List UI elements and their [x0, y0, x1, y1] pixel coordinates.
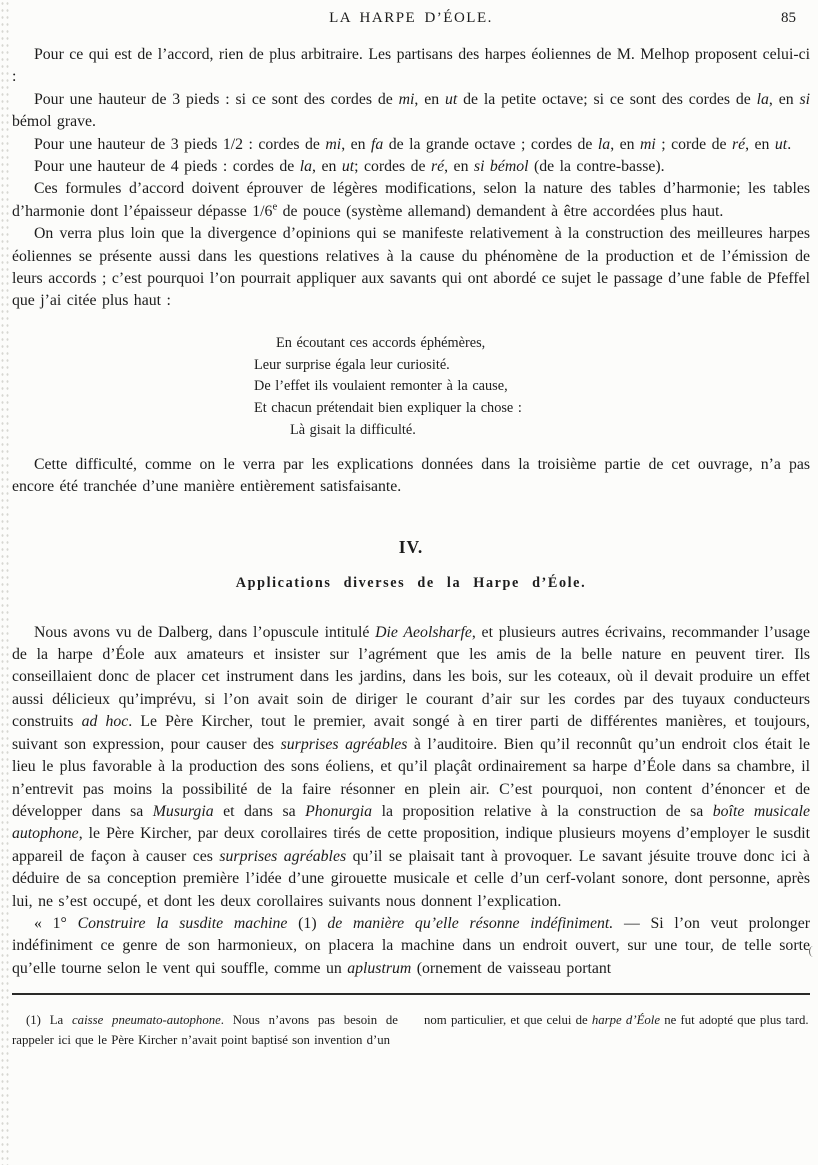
- section-title: Applications diverses de la Harpe d’Éole.: [235, 574, 587, 591]
- footnote-left-column: (1) La caisse pneumato-autophone. Nous n’avons pas besoin de rappeler ici que le Père Kircher n’avait point baptisé son invention d’un: [12, 1013, 398, 1048]
- footnote-rule: [12, 993, 810, 995]
- footnote-right-column: nom particulier, et que celui de harpe d’Éole ne fut adopté que plus tard.: [424, 1013, 809, 1028]
- paragraph-difficulte: Cette difficulté, comme on le verra par les explications données dans la troisième partie de cet ouvrage, n’a pas encore été tranchée d’une manière entièrement satisfaisante.: [12, 455, 810, 496]
- verse-line: En écoutant ces accords éphémères,: [276, 334, 486, 351]
- running-header: [12, 10, 810, 30]
- paragraph-applications: Nous avons vu de Dalberg, dans l’opuscule intitulé Die Aeolsharfe, et plusieurs autres écrivains, recommander l’usage de la harpe d’Éole aux amateurs et insister sur l’agrément que les amis de la belle nature en peuvent tirer. Ils conseillaient donc de placer cet instrument dans les jardins, dans les bois, sur les coteaux, où il devait produire un effet aussi délicieux qu’imprévu, si l’on avait soin de diriger le courant d’air sur les cordes par des tuyaux conducteurs construits ad hoc. Le Père Kircher, tout le premier, avait songé à en tirer parti de différentes manières, et toujours, suivant son expression, pour causer des surprises agréables à l’auditoire. Bien qu’il reconnût qu’un endroit clos était le lieu le plus favorable à la production des sons éoliens, et qu’il plaçât ordinairement sa harpe d’Éole dans sa chambre, il n’entrevit pas moins la possibilité de la faire résonner en plein air. C’est pourquoi, non content d’énoncer et de développer dans sa Musurgia et dans sa Phonurgia la proposition relative à la construction de sa boîte musicale autophone, le Père Kircher, par deux corollaires tirés de cette proposition, indique plusieurs moyens d’employer le susdit appareil de façon à causer ces surprises agréables qu’il se plaisait tant à provoquer. Le savant jésuite trouve donc ici à déduire de sa conception première l’idée d’une girouette musicale et celle d’un cerf-volant sonore, dont personne, après lui, ne s’est occupé, et dont les deux corollaires suivants nous donnent l’explication.: [12, 623, 811, 910]
- paragraph-hauteur-3-pieds-demi: Pour une hauteur de 3 pieds 1/2 : cordes de mi, en fa de la grande octave ; cordes de la, en mi ; corde de ré, en ut.: [34, 135, 792, 153]
- verse-line: Là gisait la difficulté.: [290, 422, 416, 439]
- verse-line: Leur surprise égala leur curiosité.: [254, 356, 450, 373]
- paragraph-corollaire-1: « 1° Construire la susdite machine (1) de manière qu’elle résonne indéfiniment. — Si l’on veut prolonger indéfiniment ce genre de son harmonieux, on placera la machine dans un endroit ouvert, sur une tour, de telle sorte qu’elle tourne selon le vent qui souffle, comme un aplustrum (ornement de vaisseau portant: [12, 914, 810, 977]
- paragraph-hauteur-4-pieds: Pour une hauteur de 4 pieds : cordes de la, en ut; cordes de ré, en si bémol (de la contre-basse).: [34, 158, 665, 176]
- paragraph-accord-intro: Pour ce qui est de l’accord, rien de plus arbitraire. Les partisans des harpes éoliennes de M. Melhop proposent celui-ci :: [12, 46, 810, 86]
- scan-artifact: [809, 946, 817, 957]
- paragraph-divergence-opinions: On verra plus loin que la divergence d’opinions qui se manifeste relativement à la construction des meilleures harpes éoliennes se présente aussi dans les questions relatives à la cause du phénomène de la production et de l’émission de leurs accords ; c’est pourquoi l’on pourrait appliquer aux savants qui ont abordé ce sujet le passage d’une fable de Pfeffel que j’ai citée plus haut :: [12, 225, 810, 310]
- footnotes: [12, 1010, 810, 1050]
- running-title: LA HARPE D’ÉOLE.: [329, 10, 493, 26]
- page-number: 85: [781, 10, 796, 26]
- scan-edge-texture: [0, 0, 10, 1165]
- paragraph-hauteur-3-pieds: Pour une hauteur de 3 pieds : si ce sont des cordes de mi, en ut de la petite octave; si ce sont des cordes de la, en si bémol grave.: [12, 90, 810, 131]
- main-text: [12, 44, 810, 980]
- paragraph-formules-accord: Ces formules d’accord doivent éprouver de légères modifications, selon la nature des tables d’harmonie; les tables d’harmonie dont l’épaisseur dépasse 1/6e de pouce (système allemand) demandent à être accordées plus haut.: [12, 180, 810, 220]
- verse-line: De l’effet ils voulaient remonter à la cause,: [254, 378, 508, 395]
- verse-line: Et chacun prétendait bien expliquer la chose :: [254, 400, 522, 417]
- verse-quote: [254, 333, 810, 442]
- section-number: IV.: [398, 536, 424, 557]
